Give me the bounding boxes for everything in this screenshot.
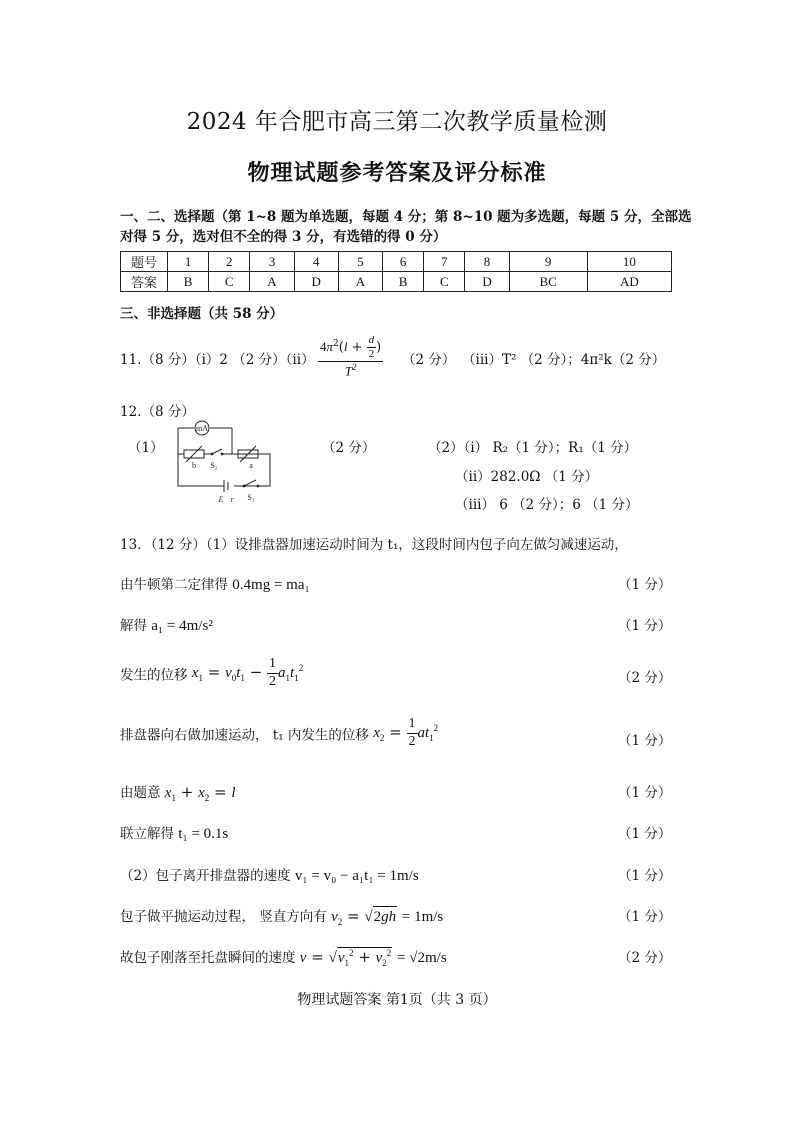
q12-part2-ii: （ii）282.0Ω （1 分）	[455, 469, 599, 485]
table-cell: 7	[424, 252, 465, 272]
q13-line1-text: 由牛顿第二定律得	[120, 577, 228, 593]
table-cell: 4	[294, 252, 338, 272]
q13-score2: （1 分）	[618, 618, 672, 634]
label-e: E	[218, 495, 224, 504]
q13-line8	[120, 905, 443, 927]
table-cell: 10	[587, 252, 671, 272]
q13-score5: （1 分）	[618, 785, 672, 801]
q11-label: 11.（8 分）（i）2 （2 分）（ii）	[120, 352, 315, 368]
table-row-answers	[121, 272, 672, 292]
q13-formula8-value: = 1m/s	[401, 909, 444, 925]
q13-line8-text: 包子做平抛运动过程， 竖直方向有	[120, 909, 327, 925]
q11-formula: $4\pi^2(l$ + $\frac{d}{2}$ ) $T^2$	[320, 334, 382, 379]
table-cell: C	[424, 272, 465, 292]
q13-line4-text: 排盘器向右做加速运动， t₁ 内发生的位移	[120, 727, 369, 744]
q13-formula2: a₁ = 4m/s²	[151, 618, 213, 634]
table-cell: C	[209, 272, 250, 292]
q13-intro: 13．（12 分）（1）设排盘器加速运动时间为 t₁，这段时间内包子向左做匀减速运动，	[120, 537, 628, 553]
q13-line7	[120, 864, 419, 885]
q13-formula7: v₁ = v₀ − a₁t₁ = 1m/s	[294, 868, 419, 884]
table-cell: A	[250, 272, 294, 292]
q13-line7-text: （2）包子离开排盘器的速度	[120, 868, 291, 884]
table-row-numbers	[121, 252, 672, 272]
q11-part-iii: （iii）T² （2 分）；4π²k（2 分）	[462, 352, 666, 368]
label-r: r	[230, 495, 234, 504]
table-cell: D	[294, 272, 338, 292]
q13-formula4: $x_2$ = $\frac{1}{2}$ $at_1^2$	[373, 716, 439, 749]
q13-line5	[120, 781, 236, 803]
q12-part1: （1）	[128, 440, 164, 456]
table-cell: 2	[209, 252, 250, 272]
table-cell: 5	[338, 252, 382, 272]
label-s2: S₂	[210, 461, 218, 470]
page-footer: 物理试题答案 第1页（共 3 页）	[297, 992, 497, 1008]
section3-heading: 三、非选择题（共 58 分）	[120, 306, 284, 322]
page-title: 2024 年合肥市高三第二次教学质量检测	[186, 109, 608, 135]
q13-line3-text: 发生的位移	[120, 667, 188, 684]
q13-line5-text: 由题意	[120, 785, 161, 801]
table-cell: 8	[465, 252, 509, 272]
q13-line9	[120, 946, 447, 968]
q13-formula4-unit: 1	[407, 716, 418, 734]
label-a: a	[249, 461, 253, 470]
q13-formula5: $x_1 + x_2 = l$	[164, 783, 236, 803]
q13-formula9-value: = √2m/s	[397, 950, 447, 966]
table-cell: B	[168, 272, 209, 292]
table-cell: B	[383, 272, 424, 292]
meter-label: mA	[196, 424, 208, 433]
q13-line9-text: 故包子刚落至托盘瞬间的速度	[120, 950, 296, 966]
q13-score9: （2 分）	[618, 950, 672, 966]
table-cell: AD	[587, 272, 671, 292]
q13-formula8: $v_2 = √2gh = 1m/s$	[331, 907, 444, 927]
q13-score8: （1 分）	[618, 909, 672, 925]
q13-line6	[120, 822, 228, 843]
q13-line3	[120, 656, 303, 691]
q13-score1: （1 分）	[618, 577, 672, 593]
q13-formula9: $v = √v_1^2 + v_2^2 = √2m/s$	[299, 948, 447, 968]
q13-line4	[120, 716, 438, 751]
q13-line2-text: 解得	[120, 618, 147, 634]
table-cell: 1	[168, 252, 209, 272]
table-cell: D	[465, 272, 509, 292]
q13-score4: （1 分）	[618, 733, 672, 749]
table-cell: 3	[250, 252, 294, 272]
q13-score7: （1 分）	[618, 868, 672, 884]
q13-line1	[120, 573, 310, 594]
q13-line6-text: 联立解得	[120, 826, 174, 842]
answer-table	[120, 251, 672, 292]
q13-formula6: t₁ = 0.1s	[178, 826, 229, 842]
section1-heading-line1: 一、二、选择题（第 1~8 题为单选题，每题 4 分；第 8~10 题为多选题，每题 5 分，全部选	[120, 209, 692, 225]
q12-part2-i: （2）（i） R₂（1 分）；R₁（1 分）	[428, 440, 638, 456]
table-cell: BC	[509, 272, 587, 292]
q11-score-ii: （2 分）	[402, 352, 456, 368]
q13-line2	[120, 614, 213, 635]
q13-score6: （1 分）	[618, 826, 672, 842]
q12-label: 12.（8 分）	[120, 404, 195, 420]
q12-score1: （2 分）	[322, 440, 376, 456]
label-s1: S₁	[247, 493, 255, 502]
q13-formula3: $x_1 = v_0t_1$ − $\frac{1}{2}$ $a_1t_1^2$	[191, 656, 304, 689]
table-cell: 6	[383, 252, 424, 272]
table-cell: 9	[509, 252, 587, 272]
q12-part2-iii: （iii） 6 （2 分）；6 （1 分）	[455, 497, 639, 513]
table-header-q: 题号	[121, 252, 168, 272]
label-b: b	[192, 461, 196, 470]
circuit-diagram	[172, 418, 280, 508]
table-header-a: 答案	[121, 272, 168, 292]
q13-score3: （2 分）	[618, 670, 672, 686]
table-cell: A	[338, 272, 382, 292]
page-subtitle: 物理试题参考答案及评分标准	[247, 160, 547, 186]
q13-formula1: 0.4mg = ma₁	[232, 577, 310, 593]
section1-heading-line2: 对得 5 分，选对但不全的得 3 分，有选错的得 0 分）	[120, 229, 447, 245]
